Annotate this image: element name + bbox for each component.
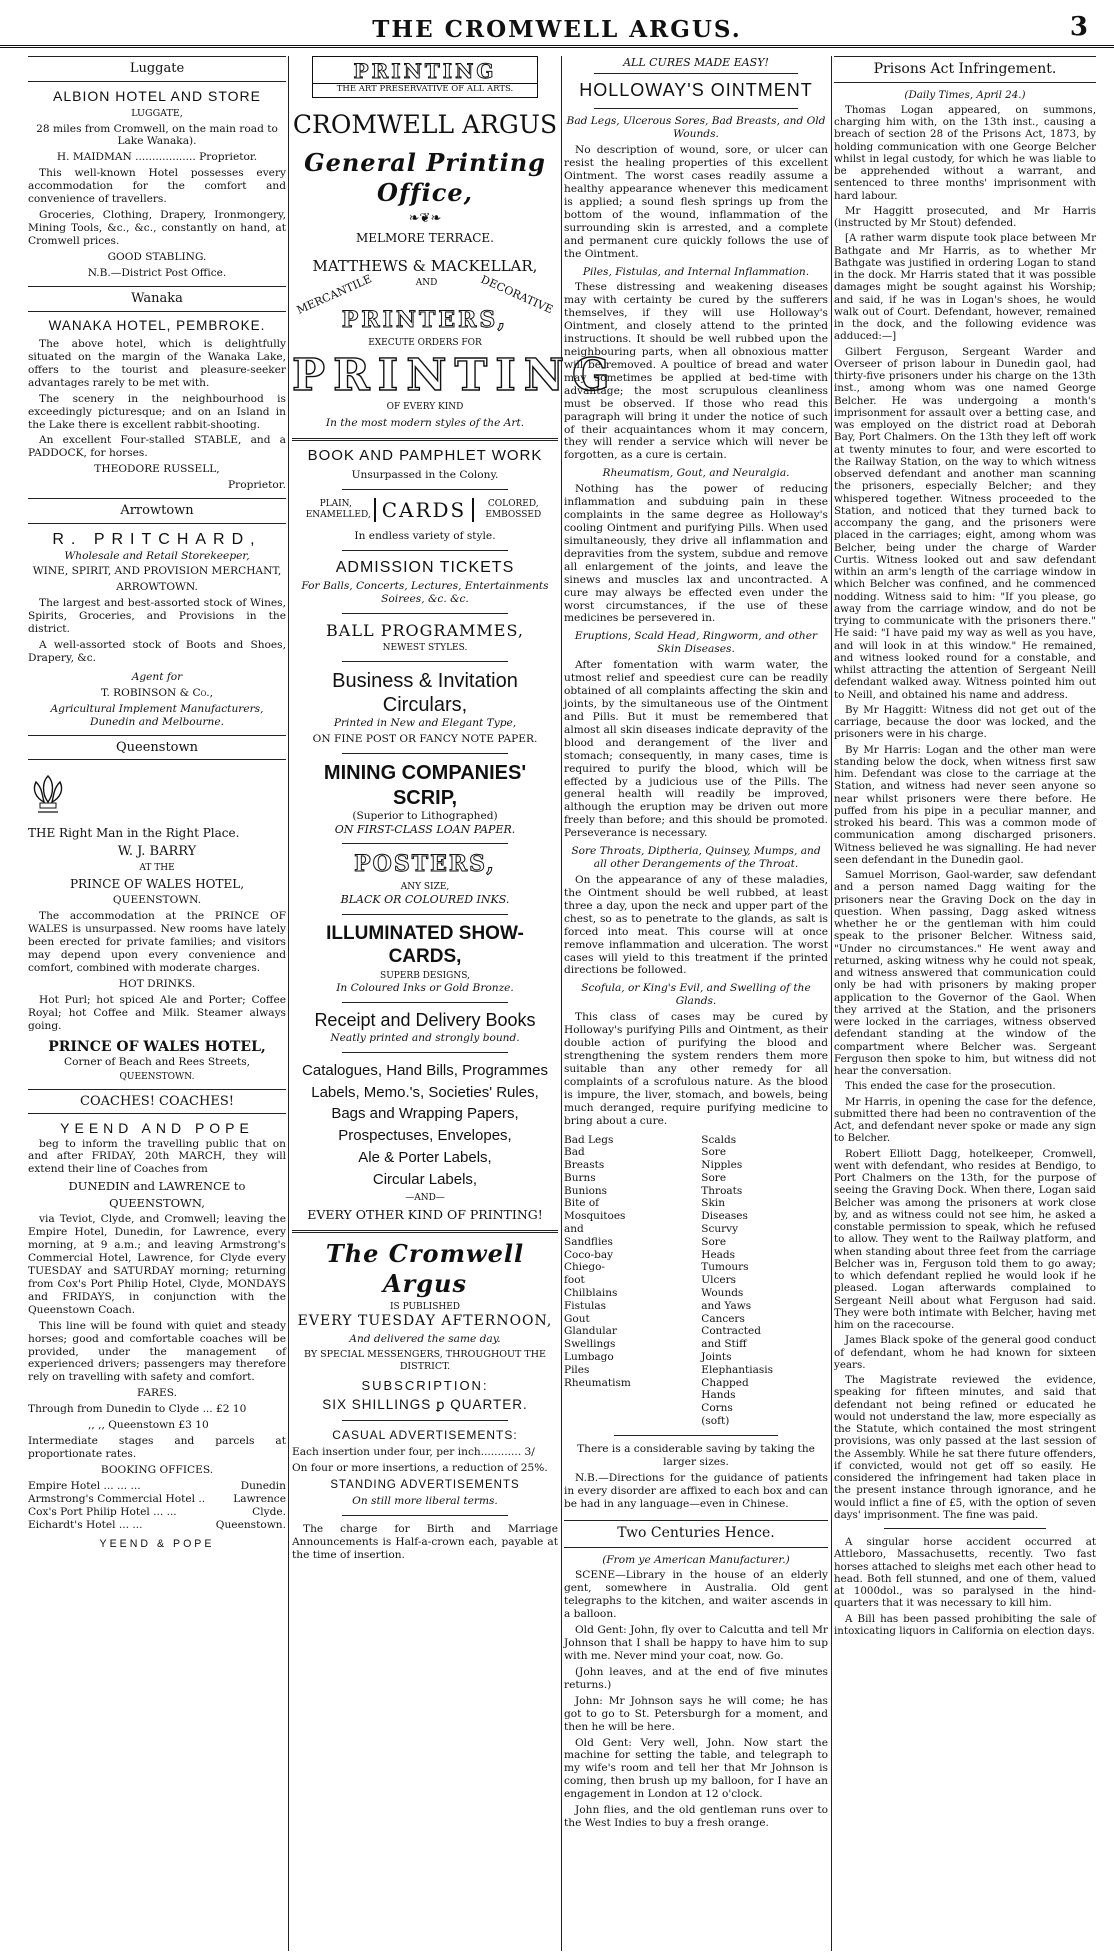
page-number: 3 [1069,12,1088,42]
mining-heading: MINING COMPANIES' SCRIP, [323,762,527,809]
ad-text: A well-assorted stock of Boots and Shoes, Drapery, &c. [28,639,286,664]
luggate-ad [28,56,286,280]
posters-heading: POSTERS, [354,851,496,878]
article-text: Mr Harris, in opening the case for the defence, submitted there had been no contravention of the Act, and defendant never spoke or made any sign to Belcher. [834,1095,1096,1145]
ad-title: R. PRITCHARD, [52,530,262,548]
divider [342,1052,508,1053]
section-heading: Queenstown [28,735,286,761]
business-sub: Printed in New and Elegant Type, [333,717,517,730]
ad-lead: THE Right Man in the Right Place. [28,826,240,841]
ad-title: YEEND AND POPE [60,1120,254,1137]
divider [342,489,508,490]
ad-address: 28 miles from Cromwell, on the main road to Lake Wanaka). [36,122,278,148]
casual-heading: CASUAL ADVERTISEMENTS: [332,1428,518,1443]
section-heading: Luggate [28,56,286,82]
booking-office: Eichardt's Hotel ... ... [28,1518,143,1531]
ailment-item: Skin Diseases [701,1197,748,1223]
divider [594,108,798,109]
mining-sub2: ON FIRST-CLASS LOAN PAPER. [334,823,516,837]
column-prisons-act [834,56,1096,1951]
ornament: ❧❦❧ [408,210,442,226]
section-heading: Arrowtown [28,498,286,524]
arrowtown-ad [28,498,286,728]
divider [342,843,508,844]
catalogue-line: Prospectuses, Envelopes, [338,1127,512,1144]
holloway-subhead: Eruptions, Scald Head, Ringworm, and other Skin Diseases. [574,630,818,656]
article-text: A singular horse accident occurred at Attleboro, Massachusetts, recently. Two fast horses attached to sleighs met each other head to head. Both fell stunned, and one of them, valued at 1000dol., was so paralysed in the hind-quarters that it was necessary to kill him. [834,1536,1096,1610]
office-title: General Printing Office, [304,148,546,207]
article-text: (John leaves, and at the end of five minutes returns.) [564,1665,828,1691]
posters-sub2: BLACK OR COLOURED INKS. [340,893,510,907]
divider [884,1528,1046,1529]
book-sub: Unsurpassed in the Colony. [351,468,499,481]
article-text: John: Mr Johnson says he will come; he has got to go to St. Petersburgh for a moment, and then he will be here. [564,1694,828,1733]
article-text: Gilbert Ferguson, Sergeant Warder and Overseer of prison labour in Dunedin gaol, had thirty-five prisoners under his charge on the 13th inst., among whom was one named George Belcher. He was undergoing a month's imprisonment for assault over a betting case, and was employed on the district road at Deborah Bay, Port Chalmers. On the 13th they left off work at twenty minutes to four, and were escorted to the Railway Station, on the way to which witness observed defendant and another man scanning the prisoners, especially Belcher; and they whispered together. Witness proceeded to the Station, and noticed that they turned back to accompany the gang, and the prisoners were placed in the carriages; eight, among whom was Belcher, being under the charge of Warder Curtis. Witness looked out and saw defendant within an arm's length of the carriage window in which Belcher was confined, and he commenced nodding. Witness said to him: "If you please, go away from the carriage window, and do not be trying to communicate with the prisoners there." He said: "I have paid my way as well as you have, and will look in at this window." He remained, and witness looked round for a constable, and whilst attracting the attention of Sergeant Neill defendant walked away. Witness pointed him out to Neill, and obtained his name and address. [834,345,1096,701]
holloway-text: This class of cases may be cured by Holloway's purifying Pills and Ointment, as their double action of purifying the blood and strengthening the system renders them more suitable than any other remedy for all complaints of a scrofulous nature. As the blood is impure, the liver, stomach, and bowels, being much deranged, require purifying medicine to bring about a cure. [564,1011,828,1127]
ad-text: Corner of Beach and Rees Streets, [63,1055,251,1068]
ad-text: FARES. [136,1387,178,1400]
queenstown-ad [28,735,286,1083]
ad-text: BOOKING OFFICES. [100,1463,214,1476]
booking-row [28,1493,286,1506]
ad-text: ARROWTOWN. [116,581,198,594]
ad-text: T. ROBINSON & Co., [100,686,214,699]
catalogue-line: Labels, Memo.'s, Societies' Rules, [311,1083,539,1101]
business-sub2: ON FINE POST OR FANCY NOTE PAPER. [312,733,538,746]
article-text: The Magistrate reviewed the evidence, speaking for fifteen minutes, and said that defendant not being refined or educated he would not understand the law, more especially as the Statute, which contained the most stringent provisions, was only passed at the last session of the Assembly. While he sat there future offenders, if convicted, would not get off so easily. He considered the infringement had taken place in the present instance through ignorance, and he would inflict a fine of £5, with the option of seven days' imprisonment. The fine was paid. [834,1374,1096,1521]
ailment-item: Glandular Swellings [564,1325,617,1351]
ad-text: DUNEDIN and LAWRENCE to [68,1179,246,1194]
section-heading: Wanaka [28,286,286,312]
admission-heading: ADMISSION TICKETS [335,558,515,576]
article-text: Old Gent: Very well, John. Now start the machine for setting the table, and telegraph to my wife's room and tell her that Mr Johnson is coming, then brush up my balloon, for I have an engagement in London at 12 o'clock. [564,1736,828,1801]
ailment-item: Contracted and Stiff [701,1325,761,1351]
divider [342,661,508,662]
subscription-heading: SUBSCRIPTION: [361,1378,489,1394]
divider [342,1002,508,1003]
ad-text: Hot Purl; hot spiced Ale and Porter; Coffee Royal; hot Coffee and Milk. Steamer always going. [28,993,286,1032]
decorative-label: DECORATIVE [479,272,556,316]
catalogue-list [292,1060,558,1191]
charge-text: The charge for Birth and Marriage Announcements is Half-a-crown each, payable at the time of insertion. [292,1522,558,1561]
ad-text: This well-known Hotel possesses every accommodation for the comfort and convenience of travellers. [28,167,286,206]
show-sub: SUPERB DESIGNS, [380,970,470,981]
argus-heading: The Cromwell Argus [325,1239,525,1298]
wanaka-ad [28,286,286,492]
ad-text: An excellent Four-stalled STABLE, and a PADDOCK, for horses. [28,434,286,460]
article-text: John flies, and the old gentleman runs over to the West Indies to buy a fresh orange. [564,1804,828,1830]
ad-hotel: PRINCE OF WALES HOTEL, [48,1038,266,1055]
ad-text: HOT DRINKS. [118,977,196,990]
masthead [0,0,1114,48]
execute-text: EXECUTE ORDERS FOR [368,337,482,348]
ailment-item: Scurvy [701,1223,739,1236]
ailment-item: Scalds [701,1133,737,1146]
divider [594,73,798,74]
modern-text: In the most modern styles of the Art. [325,417,525,430]
booking-town: Clyde. [252,1505,286,1518]
coaches-ad [28,1089,286,1551]
catalogue-line: Ale & Porter Labels, [358,1148,492,1166]
holloway-subhead: Piles, Fistulas, and Internal Inflammation. [582,265,810,278]
printing-heading: PRINTING [292,349,618,401]
article-text: Robert Elliott Dagg, hotelkeeper, Cromwell, went with defendant, who resides at Bendigo, to Port Chalmers on the 13th, for the purpose of seeing the Graving Dock. When there, Logan said Belcher was among the prisoners at work close by, and as witness could not see him, he asked a constable permission to speak, which he refused to allow. They went to the Railway platform, and when standing about three feet from the carriage Belcher was in, Ferguson told them to go away; to which defendant replied he would look if he pleased. Logan afterwards complained to Sergeant Neill about what Ferguson had said. They were both intimate with Belcher, having met him on the racecourse. [834,1147,1096,1332]
ailment-item: Rheumatism [564,1376,631,1389]
casual-rate: On four or more insertions, a reduction of 25%. [292,1462,548,1474]
holloway-text: No description of wound, sore, or ulcer can resist the healing properties of this excellent Ointment. The worst cases readily assume a healthy appearance whenever this medicament is applied; a sound flesh springs up from the bottom of the wound, inflammation of the surrounding skin is arrested, and a complete and permanent cure quickly follows the use of the Ointment. [564,144,828,260]
column-advertisements [28,56,286,1951]
holloway-subhead: Scofula, or King's Evil, and Swelling of the Glands. [581,982,811,1008]
ailment-item: Joints [701,1351,732,1364]
ailments-left [564,1134,691,1428]
article-text: By Mr Haggitt: Witness did not get out of the carriage, because the door was locked, and the prisoners were in his charge. [834,703,1096,741]
divider [342,753,508,754]
booking-town: Dunedin [240,1479,286,1492]
firm-name: MATTHEWS & MACKELLAR, [312,257,538,276]
ailments-list [564,1134,828,1428]
article-text: SCENE—Library in the house of an elderly gent, somewhere in Australia. Old gent telegraphs to the kitchen, and waiter ascends in a balloon. [564,1569,828,1621]
ad-text: The largest and best-assorted stock of Wines, Spirits, Groceries, and Provisions in the district. [28,597,286,636]
ailment-item: Sore Heads [701,1235,736,1261]
posters-sub: ANY SIZE, [400,882,450,893]
catalogue-line: Bags and Wrapping Papers, [331,1105,519,1123]
office-name: CROMWELL ARGUS [292,109,558,139]
ailment-item: Tumours [701,1261,749,1274]
article-text: By Mr Harris: Logan and the other man were standing below the dock, when witness first saw him. Defendant was close to the carriage at the Station, and witness had never seen anyone so near whilst prisoners were there before. He puffed from his pipe in a peculiar manner, and stroked his beard. This was a common mode of communication among discharged prisoners. Witness believed he was signalling. He had never seen defendant in the Dunedin gaol. [834,743,1096,866]
casual-rate: Each insertion under four, per inch............ 3/ [292,1446,535,1459]
catalogue-line: Catalogues, Hand Bills, Programmes [302,1061,548,1079]
ad-text: QUEENSTOWN, [109,1196,205,1211]
holloway-text: These distressing and weakening diseases may with certainty be cured by the sufferers themselves, if they will use Holloway's Ointment, and closely attend to the printed instructions. It should be well rubbed upon the neighbouring parts, when all obnoxious matter will be removed. A poultice of bread and water may sometimes be applied at bed-time with advantage; the most scrupulous cleanliness must be observed. If those who read this paragraph will bring it under the notice of such of their acquaintances whom it may concern, they will render a service which will never be forgotten, as a cure is certain. [564,281,828,462]
ailment-item: Chilblains [564,1287,618,1300]
ad-text: QUEENSTOWN. [112,894,202,907]
section-heading: COACHES! COACHES! [28,1089,286,1115]
column-divider [831,56,832,1951]
ailment-item: Wounds and Yaws [701,1287,752,1312]
business-heading: Business & Invitation Circulars, [332,669,518,717]
ailment-item: Piles [564,1363,590,1376]
holloway-saving: There is a considerable saving by taking the larger sizes. [577,1442,815,1468]
mining-sub: (Superior to Lithographed) [352,810,498,823]
ad-hotel: PRINCE OF WALES HOTEL, [69,876,245,891]
ad-text: The scenery in the neighbourhood is exceedingly picturesque; and on an Island in the Lake there is excellent rabbit-shooting. [28,392,286,431]
booking-office: Cox's Port Philip Hotel ... ... [28,1505,177,1518]
divider [292,1230,558,1233]
banner-subtitle: THE ART PRESERVATIVE OF ALL ARTS. [313,83,537,94]
ailment-item: Bunions [564,1184,608,1197]
ad-text: Agent for [131,670,183,683]
divider [342,1420,508,1421]
printers-heading: PRINTERS, [341,306,509,333]
ad-text: The accommodation at the PRINCE OF WALES is unsurpassed. New rooms have lately been erected for private families; and visitors may depend upon every convenience and comfort, combined with moderate charges. [28,910,286,975]
holloway-subhead: Bad Legs, Ulcerous Sores, Bad Breasts, and Old Wounds. [566,115,826,141]
receipt-sub: Neatly printed and strongly bound. [330,1031,520,1044]
show-heading: ILLUMINATED SHOW-CARDS, [326,922,524,967]
ad-text: Groceries, Clothing, Drapery, Ironmongery, Mining Tools, &c., &c., constantly on hand, at Cromwell prices. [28,209,286,247]
holloway-subhead: Rheumatism, Gout, and Neuralgia. [602,467,790,480]
ad-owner: THEODORE RUSSELL, [94,463,220,476]
special-text: BY SPECIAL MESSENGERS, THROUGHOUT THE DISTRICT. [304,1348,546,1372]
ailment-item: Sore Throats [701,1171,743,1197]
booking-office: Empire Hotel ... ... ... [28,1479,141,1492]
banner-title: PRINTING [353,59,497,83]
ailment-item: Bite of Mosquitoes [564,1197,626,1223]
feathers-crest-icon [28,772,68,816]
ailment-item: Cancers [701,1312,745,1325]
mercantile-label: MERCANTILE [294,271,374,317]
article-text: A Bill has been passed prohibiting the sale of intoxicating liquors in California on election days. [834,1612,1096,1637]
every-heading: EVERY OTHER KIND OF PRINTING! [307,1207,543,1223]
ad-role: Proprietor. [228,479,286,492]
and-text: —AND— [405,1193,445,1204]
ailment-item: Bad Breasts [564,1146,605,1172]
ad-text: Wholesale and Retail Storekeeper, [64,549,250,562]
divider [614,1435,778,1436]
ad-tagline: ALL CURES MADE EASY! [623,56,769,69]
column-divider [288,56,289,1951]
standing-sub: On still more liberal terms. [352,1494,498,1507]
booking-town: Queenstown. [215,1518,286,1531]
ailment-item: Burns [564,1171,596,1184]
holloway-title: HOLLOWAY'S OINTMENT [579,80,813,101]
tuesday-text: EVERY TUESDAY AFTERNOON, [297,1312,553,1329]
every-kind-text: OF EVERY KIND [386,402,464,413]
receipt-heading: Receipt and Delivery Books [314,1009,536,1030]
cards-left: PLAIN, ENAMELLED, [305,499,371,520]
catalogue-line: Circular Labels, [372,1170,478,1188]
and-label: AND [415,277,438,288]
divider [342,550,508,551]
ad-text: AT THE [139,862,175,873]
admission-sub: For Balls, Concerts, Lectures, Entertainments Soirees, &c. &c. [301,580,549,606]
printer-types [292,271,558,317]
divider [342,613,508,614]
ad-text: GOOD STABLING. [107,250,207,263]
ailment-item: Chapped Hands [701,1376,749,1402]
divider [292,438,558,441]
ad-title: ALBION HOTEL AND STORE [53,87,261,104]
fare-line: Intermediate stages and parcels at proportionate rates. [28,1435,286,1461]
column-holloway [564,56,828,1951]
fare-line: Through from Dunedin to Clyde ... £2 10 [28,1403,247,1416]
ailment-item: Bad Legs [564,1133,614,1146]
holloway-text: After fomentation with warm water, the utmost relief and speediest cure can be readily obtained of all complaints affecting the skin and joints, by the simultaneous use of the Ointment and Pills. But it must be remembered that almost all skin diseases indicate depravity of the blood and derangement of the liver and stomach; consequently, in many cases, time is required to purify the blood, which will be effected by a judicious use of the Pills. The general health will readily be improved, although the eruption may be driven out more freely than before; and this should be promoted. Perseverance is necessary. [564,659,828,840]
ailment-item: Chiego-foot [564,1261,605,1287]
ailment-item: Ulcers [701,1274,736,1287]
ailment-item: Sore Nipples [701,1146,743,1172]
ailments-right [701,1134,828,1428]
newspaper-title: THE CROMWELL ARGUS. [372,16,742,43]
holloway-text: Nothing has the power of reducing inflammation and subduing pain in these complaints in the same degree as Holloway's cooling Ointment and purifying Pills. When used simultaneously, they drive all inflammation and depravities from the system, subdue and remove all enlargement of the joints, and leave the sinews and muscles lax and uncontracted. A cure may always be effected even under the worst circumstances, if the use of these medicines be persevered in. [564,483,828,625]
ad-signature: YEEND & POPE [99,1537,215,1550]
column-divider [561,56,562,1951]
cards-right: COLORED, EMBOSSED [485,499,542,520]
article-source: (Daily Times, April 24.) [904,88,1026,101]
ad-title: WANAKA HOTEL, PEMBROKE. [48,317,266,333]
cards-heading: CARDS [374,498,475,522]
delivered-text: And delivered the same day. [349,1333,501,1346]
holloway-subhead: Sore Throats, Diptheria, Quinsey, Mumps, and all other Derangements of the Throat. [571,845,821,871]
ailment-item: Lumbago [564,1351,614,1364]
ad-proprietor: H. MAIDMAN .................. Proprietor. [56,151,258,164]
article-text: Samuel Morrison, Gaol-warder, saw defendant and a person named Dagg waiting for the prisoners near the Graving Dock on the day in question. When passing, Dagg asked witness whether he or the gentleman with him could speak to the prisoner Belcher. Witness said, "Under no circumstances." He went away and returned, asking witness why he could not speak, and witness answered that communication could only be had with prisoners by making proper application to the Governor of the Gaol. When they arrived at the Station, and the prisoners were locked in the carriages, witness observed defendant standing at the window of the compartment where Belcher was. Sergeant Ferguson then spoke to him, but witness did not hear the conversation. [834,869,1096,1078]
ad-text: WINE, SPIRIT, AND PROVISION MERCHANT, [32,565,282,578]
article-title: Two Centuries Hence. [564,1520,828,1547]
office-address: MELMORE TERRACE. [355,230,494,245]
fare-line: ,, ,, Queenstown £3 10 [88,1419,209,1432]
ailment-item: Corns (soft) [701,1402,733,1428]
ad-text: beg to inform the travelling public that on and after FRIDAY, 20th MARCH, they will extend their line of Coaches from [28,1137,286,1176]
ailment-item: and Sandflies [564,1223,613,1248]
published-text: IS PUBLISHED [389,1302,460,1312]
booking-row [28,1519,286,1532]
ad-place: LUGGATE, [131,107,183,119]
ad-text: Agricultural Implement Manufacturers, Dunedin and Melbourne. [50,702,264,728]
divider [342,1515,508,1516]
article-text: [A rather warm dispute took place between Mr Bathgate and Mr Harris, as to whether Mr Bathgate was justified in ordering Logan to stand in the dock. Mr Harris stated that it was possible damages might be sought against his Worship; and said, if he was in Logan's shoes, he would walk out of Court. Defendant, however, remained in the dock, and the following evidence was adduced:—] [834,232,1096,343]
ad-text: N.B.—District Post Office. [87,266,227,279]
article-text: Old Gent: John, fly over to Calcutta and tell Mr Johnson that I shall be happy to have him to sup with me. Never mind your coat, now. Go. [564,1624,828,1662]
ailment-item: Gout [564,1312,590,1325]
booking-row [28,1506,286,1519]
booking-office: Armstrong's Commercial Hotel .. [28,1492,206,1505]
article-title: Prisons Act Infringement. [834,56,1096,83]
article-source: (From ye American Manufacturer.) [602,1553,790,1566]
ad-name: W. J. BARRY [117,843,197,859]
cards-sub: In endless variety of style. [354,529,496,542]
printing-banner [312,56,538,98]
holloway-nb: N.B.—Directions for the guidance of patients in every disorder are affixed to each box and can be had in any language—even in Chinese. [564,1471,828,1510]
ad-text: The above hotel, which is delightfully situated on the margin of the Wanaka Lake, offers to the tourist and pleasure-seeker advantages rarely to be met with. [28,337,286,389]
subscription-price: SIX SHILLINGS ꝑ QUARTER. [322,1396,528,1412]
booking-row [28,1480,286,1493]
ball-sub: NEWEST STYLES. [382,642,468,653]
booking-town: Lawrence [233,1492,286,1505]
ad-text: via Teviot, Clyde, and Cromwell; leaving the Empire Hotel, Dunedin, for Lawrence, every morning, at 9 a.m.; and leaving Armstrong's Commercial Hotel, Lawrence, for Clyde every TUESDAY and SATURDAY morning; returning from Cox's Port Philip Hotel, Clyde, MONDAYS and FRIDAYS, in conjunction with the Queenstown Coach. [28,1213,286,1316]
holloway-text: On the appearance of any of these maladies, the Ointment should be well rubbed, at least three a day, upon the neck and upper part of the chest, so as to penetrate to the glands, as salt is forced into meat. This course will at once remove inflammation and ulceration. The worst cases will yield to this treatment if the printed directions be followed. [564,873,828,977]
ailment-item: Fistulas [564,1299,607,1312]
ailment-item: Elephantiasis [701,1363,773,1376]
ailment-item: Coco-bay [564,1248,614,1261]
divider [342,914,508,915]
article-text: This ended the case for the prosecution. [845,1080,1056,1093]
ad-text: This line will be found with quiet and steady horses; good and comfortable coaches will be provided, under the management of experienced drivers; passengers may therefore rely on travelling with safety and comfort. [28,1319,286,1384]
article-text: Mr Haggitt prosecuted, and Mr Harris (instructed by Mr Stout) defended. [834,204,1096,230]
ad-text: QUEENSTOWN. [119,1071,195,1082]
book-heading: BOOK AND PAMPHLET WORK [307,447,543,465]
show-sub2: In Coloured Inks or Gold Bronze. [336,981,514,994]
article-text: James Black spoke of the general good conduct of defendant, whom he had known for sixteen years. [834,1334,1096,1371]
ball-heading: BALL PROGRAMMES, [326,621,524,641]
article-text: Thomas Logan appeared, on summons, charging him with, on the 13th inst., causing a breach of section 28 of the Prisons Act, 1873, by holding communication with one George Belcher whilst in legal custody, for which he was liable to be apprehended without a warrant, and sentenced to three months' imprisonment with hard labour. [834,103,1096,202]
standing-heading: STANDING ADVERTISEMENTS [330,1478,520,1491]
cards-block [292,498,558,522]
